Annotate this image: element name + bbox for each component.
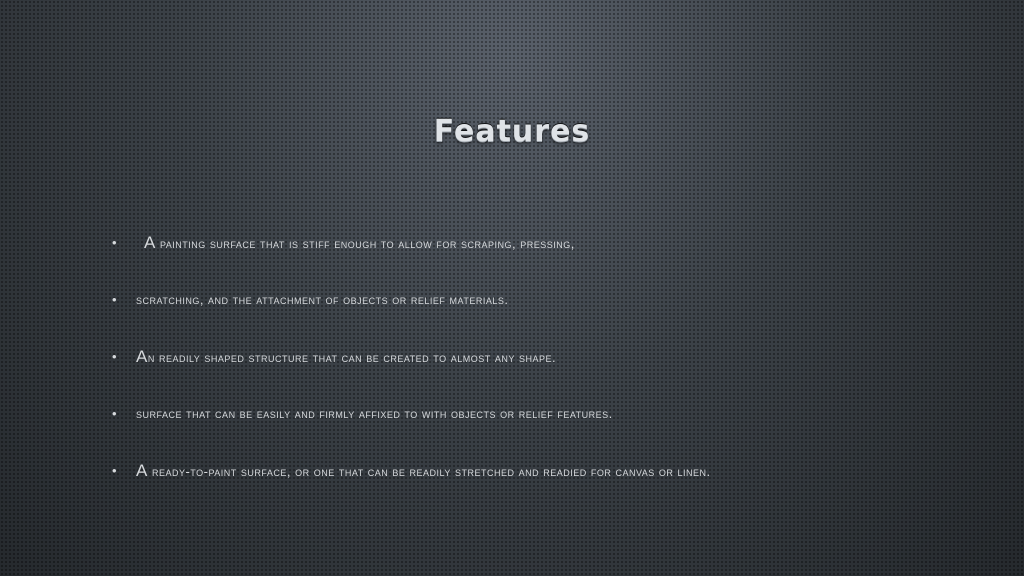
bullet-item [112, 442, 942, 501]
bullet-item [112, 214, 942, 273]
bullet-text: surface that can be easily and firmly affixed to with objects or relief features. [136, 406, 613, 421]
bullet-item [112, 271, 942, 329]
slide-title: Features [433, 114, 591, 149]
bullet-item [112, 328, 942, 387]
bullet-text: a ready-to-paint surface, or one that can be readily stretched and readied for canvas or linen. [136, 461, 711, 480]
bullet-text: a painting surface that is stiff enough to allow for scraping, pressing, [144, 233, 575, 252]
bullet-marker: • [112, 235, 118, 250]
bullet-marker: • [112, 349, 118, 364]
bullet-text: scratching, and the attachment of objects or relief materials. [136, 292, 509, 307]
bullet-item [112, 385, 942, 443]
bullet-marker: • [112, 406, 118, 421]
bullet-text: an readily shaped structure that can be created to almost any shape. [136, 347, 557, 366]
bullet-marker: • [112, 463, 118, 478]
bullet-marker: • [112, 292, 118, 307]
